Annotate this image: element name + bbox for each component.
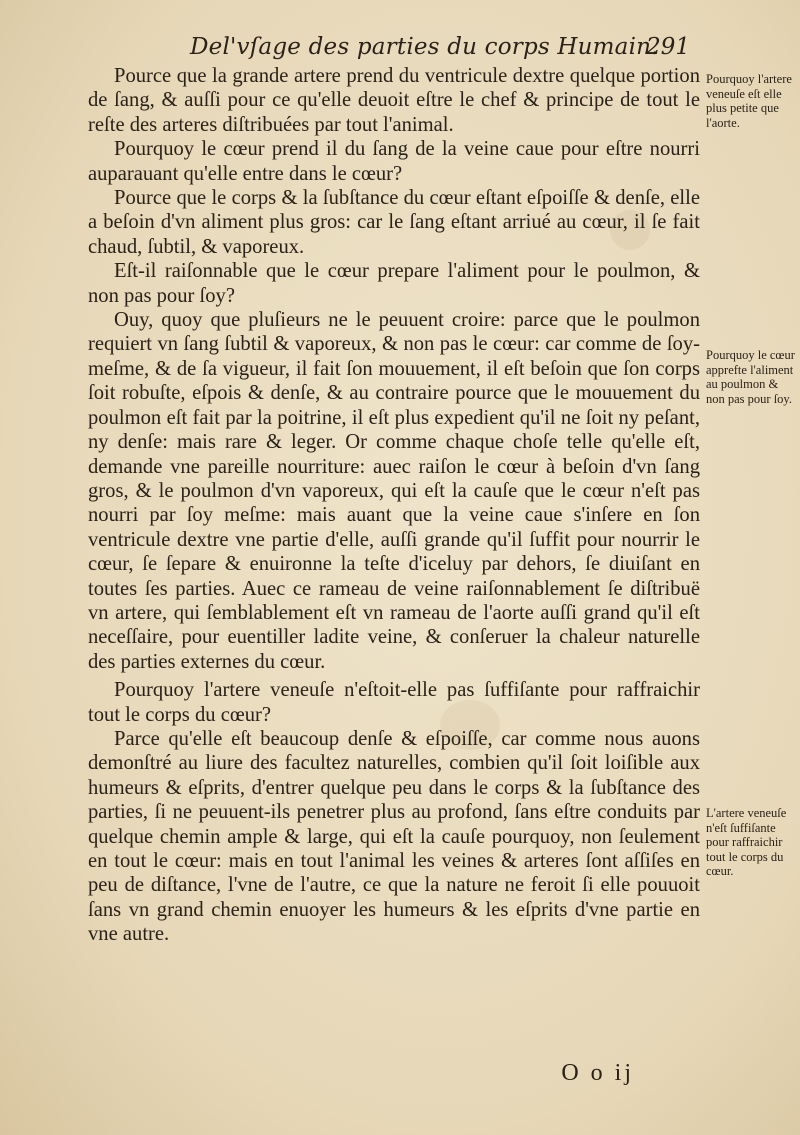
paragraph-answer-1: Pource que la grande artere prend du ventricule dextre quelque portion de ſang, & auſſi pour ce qu'elle deuoit eſtre le chef & principe de tout le reſte des arteres diſtribuées par tout l'animal. — [88, 65, 700, 136]
running-title: Del'vſage des parties du corps Humain. — [190, 34, 659, 60]
margin-note-2: Pourquoy le cœur apprefte l'aliment au poulmon & non pas pour ſoy. — [706, 348, 795, 406]
paragraph-question-4: Pourquoy l'artere veneuſe n'eſtoit-elle pas ſuffiſante pour raffraichir tout le corps du cœur? — [88, 679, 700, 726]
main-text — [88, 64, 700, 947]
paragraph-answer-4: Parce qu'elle eſt beaucoup denſe & eſpoiſſe, car comme nous auons demonſtré au liure des facultez naturelles, combien qu'il ſoit loiſible aux humeurs & eſprits, d'entrer quelque peu dans le corps & la ſubſtance des parties, ſi ne peuuent-ils penetrer plus au profond, ſans eſtre conduits par quelque chemin ample & large, qui eſt la cauſe pourquoy, non ſeulement en tout le cœur: mais en tout l'animal les veines & arteres ſont aſſiſes en peu de diſtance, l'vne de l'autre, ce que la nature ne feroit ſi elle pouuoit ſans vn grand chemin enuoyer les humeurs & les eſprits d'vne partie en vne autre. — [88, 727, 700, 946]
margin-note-1: Pourquoy l'artere veneuſe eſt elle plus petite que l'aorte. — [706, 72, 792, 130]
page-number: 291 — [646, 34, 690, 60]
paragraph-question-3: Eſt-il raiſonnable que le cœur prepare l'aliment pour le poulmon, & non pas pour ſoy? — [88, 260, 700, 307]
signature-mark: O o ij — [561, 1060, 634, 1086]
margin-note-3: L'artere veneuſe n'eſt ſuffiſante pour raffraichir tout le corps du cœur. — [706, 806, 787, 878]
paragraph-question-2: Pourquoy le cœur prend il du ſang de la veine caue pour eſtre nourri auparauant qu'elle entre dans le cœur? — [88, 138, 700, 185]
page-header — [190, 30, 690, 64]
paragraph-answer-2: Pource que le corps & la ſubſtance du cœur eſtant eſpoiſſe & denſe, elle a beſoin d'vn aliment plus gros: car le ſang eſtant arriué au cœur, il ſe fait chaud, ſubtil, & vaporeux. — [88, 187, 700, 258]
paragraph-answer-3: Ouy, quoy que pluſieurs ne le peuuent croire: parce que le poulmon requiert vn ſang ſubtil & vaporeux, & non pas le cœur: car comme de ſoy-meſme, & de ſa vigueur, il fait ſon mouuement, il eſt beſoin que ſon corps ſoit robuſte, eſpois & denſe, & au contraire pource que le mouuement du poulmon eſt fait par la poitrine, il eſt plus expedient qu'il ne ſoit ny peſant, ny denſe: mais rare & leger. Or comme chaque choſe telle qu'elle eſt, demande vne pareille nourriture: auec raiſon le cœur à beſoin d'vn ſang gros, & le poulmon d'vn vaporeux, qui eſt la cauſe que le cœur n'eſt pas nourri par ſoy meſme: mais auant que la veine caue s'inſere en ſon ventricule dextre vne partie d'elle, auſſi grande qu'il ſuffit pour nourrir le cœur, ſe ſepare & enuironne la teſte d'iceluy par dehors, ſe diuiſant en toutes ſes parties. Auec ce rameau de veine raiſonnablement ſe diſtribuë vn artere, qui ſemblablement eſt vn rameau de l'aorte auſſi grand qu'il eſt neceſſaire, pour euentiller ladite veine, & conſeruer la chaleur naturelle des parties externes du cœur. — [88, 309, 700, 673]
